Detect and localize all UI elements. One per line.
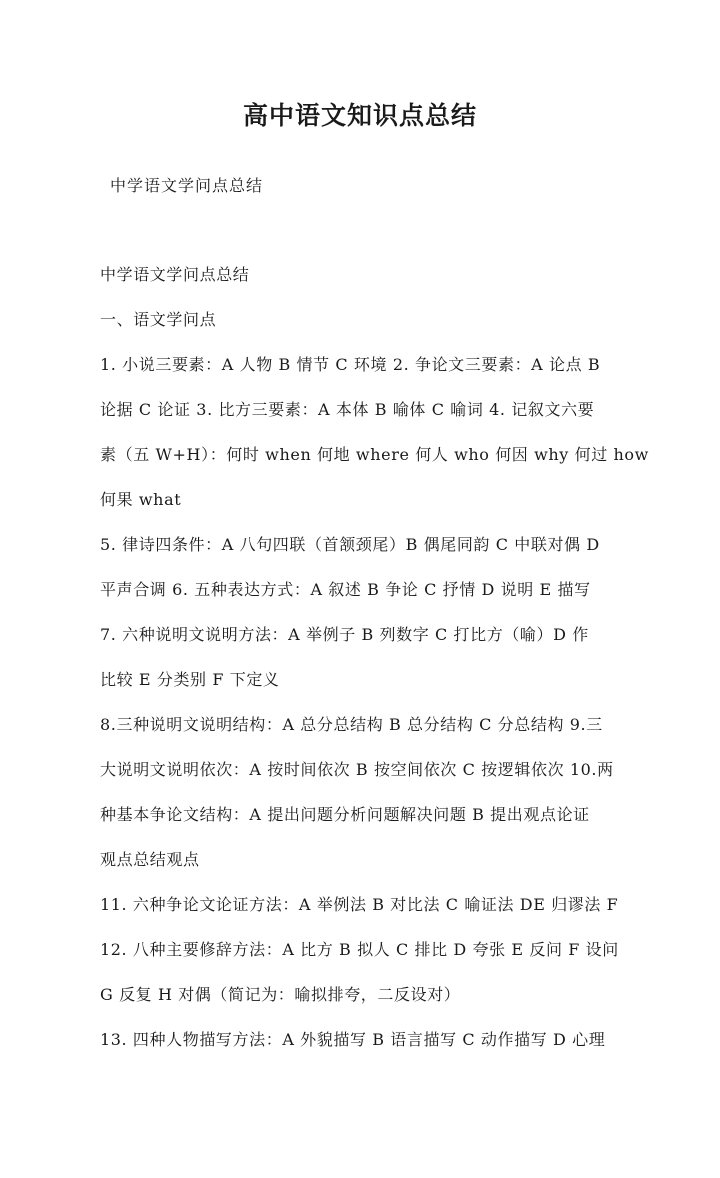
document-subtitle: 中学语文学问点总结 xyxy=(110,176,264,195)
body-line: 一、语文学问点 xyxy=(100,310,217,329)
body-line: 平声合调 6. 五种表达方式：A 叙述 B 争论 C 抒情 D 说明 E 描写 xyxy=(100,580,591,599)
body-line: 12. 八种主要修辞方法：A 比方 B 拟人 C 排比 D 夸张 E 反问 F 设问 xyxy=(100,940,619,959)
body-line: 5. 律诗四条件：A 八句四联（首颔颈尾）B 偶尾同韵 C 中联对偶 D xyxy=(100,535,600,554)
body-line: 何果 what xyxy=(100,490,182,509)
body-line: G 反复 H 对偶（简记为：喻拟排夸，二反设对） xyxy=(100,985,461,1004)
body-line: 观点总结观点 xyxy=(100,850,200,869)
body-line: 8.三种说明文说明结构：A 总分总结构 B 总分结构 C 分总结构 9.三 xyxy=(100,715,603,734)
body-line: 素（五 W+H）：何时 when 何地 where 何人 who 何因 why 何过 how xyxy=(100,445,649,464)
body-line: 种基本争论文结构：A 提出问题分析问题解决问题 B 提出观点论证 xyxy=(100,805,590,824)
body-line: 7. 六种说明文说明方法：A 举例子 B 列数字 C 打比方（喻）D 作 xyxy=(100,625,589,644)
body-line: 论据 C 论证 3. 比方三要素：A 本体 B 喻体 C 喻词 4. 记叙文六要 xyxy=(100,400,595,419)
body-line: 比较 E 分类别 F 下定义 xyxy=(100,670,280,689)
document-body xyxy=(100,260,648,1070)
body-line: 中学语文学问点总结 xyxy=(100,265,250,284)
document-title: 高中语文知识点总结 xyxy=(242,101,477,130)
body-line: 1. 小说三要素：A 人物 B 情节 C 环境 2. 争论文三要素：A 论点 B xyxy=(100,355,601,374)
body-line: 大说明文说明依次：A 按时间依次 B 按空间依次 C 按逻辑依次 10.两 xyxy=(100,760,614,779)
body-line: 13. 四种人物描写方法：A 外貌描写 B 语言描写 C 动作描写 D 心理 xyxy=(100,1030,606,1049)
body-line: 11. 六种争论文论证方法：A 举例法 B 对比法 C 喻证法 DE 归谬法 F xyxy=(100,895,619,914)
